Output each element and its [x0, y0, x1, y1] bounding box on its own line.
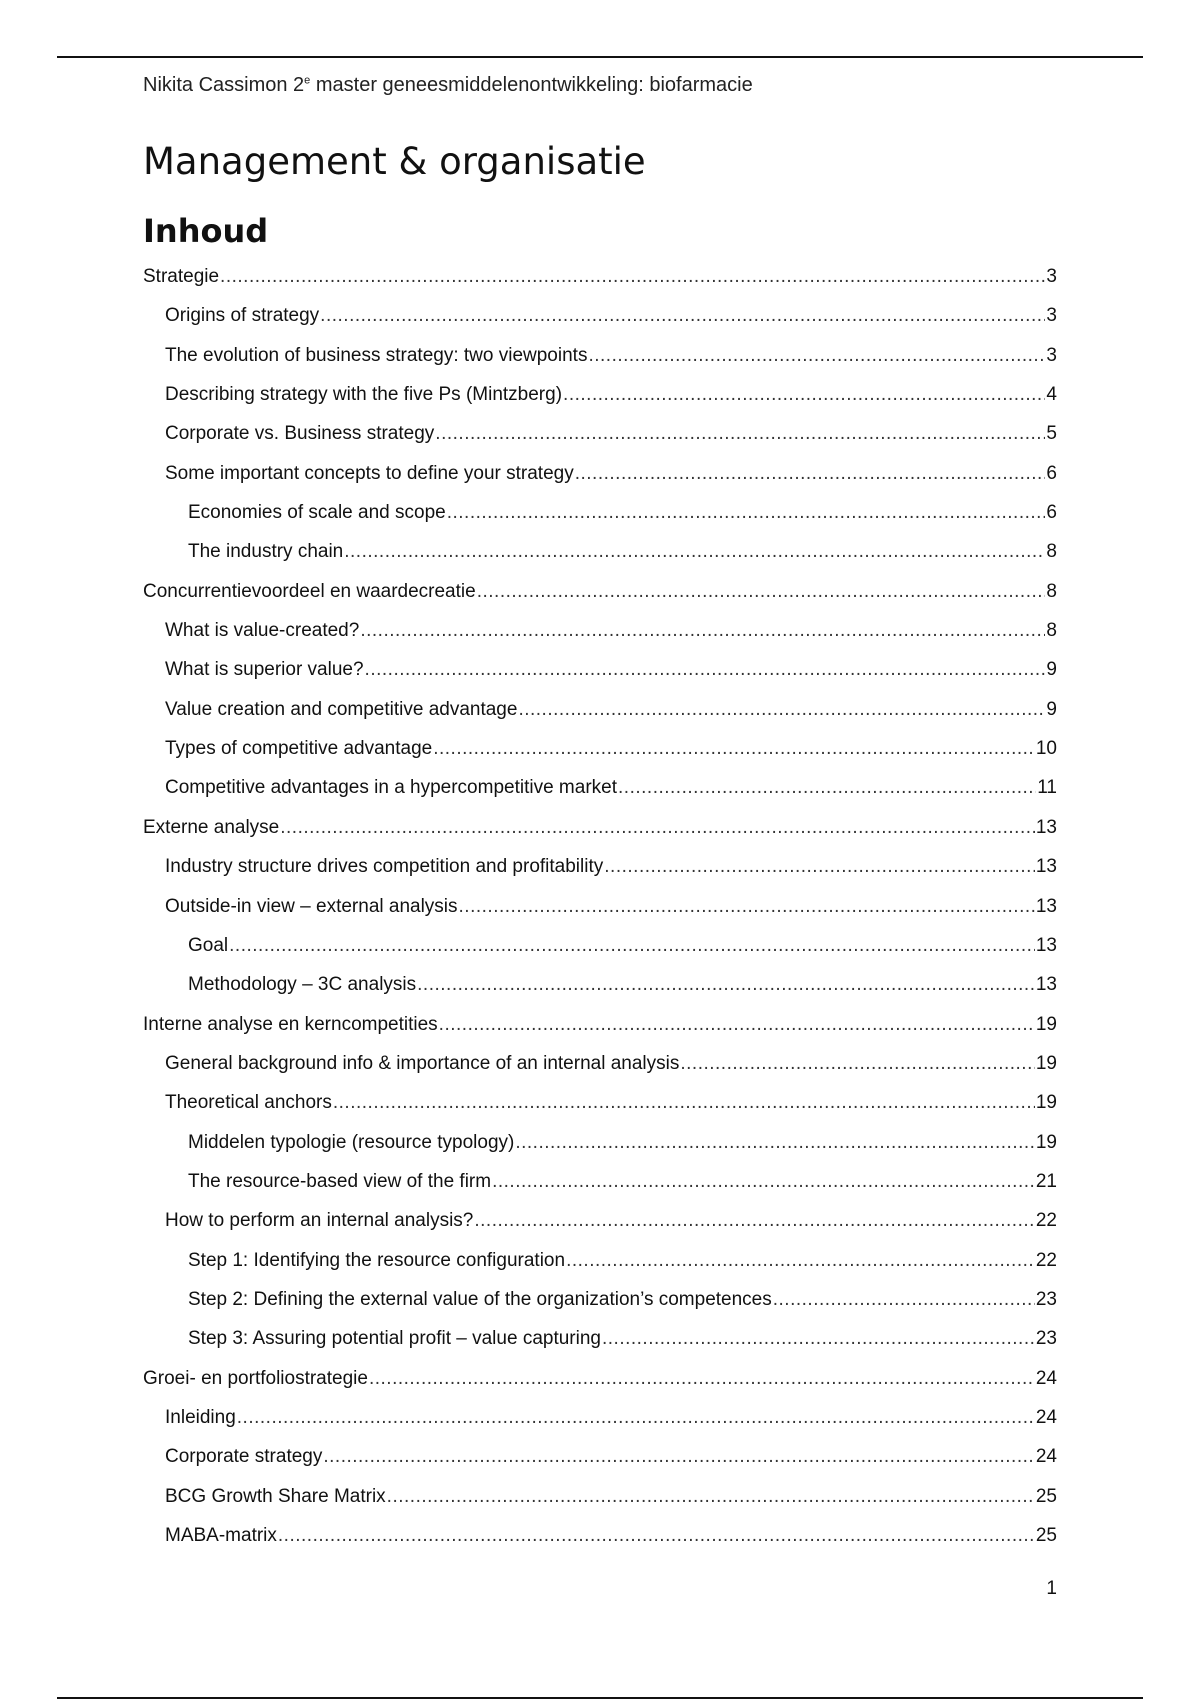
toc-entry-title: The industry chain — [188, 541, 344, 563]
header-superscript: e — [304, 74, 311, 87]
toc-dot-leader — [344, 541, 1045, 563]
table-of-contents — [143, 266, 1057, 1564]
toc-entry-page: 9 — [1046, 659, 1057, 681]
toc-entry-page: 22 — [1035, 1210, 1057, 1232]
toc-dot-leader — [602, 1328, 1035, 1350]
toc-entry[interactable] — [143, 1407, 1057, 1446]
toc-dot-leader — [575, 463, 1046, 485]
toc-entry[interactable] — [143, 935, 1057, 974]
toc-entry[interactable] — [143, 856, 1057, 895]
toc-entry-title: Origins of strategy — [165, 305, 320, 327]
toc-entry-page: 11 — [1037, 777, 1057, 799]
toc-entry-page: 10 — [1035, 738, 1057, 760]
toc-entry-title: Outside-in view – external analysis — [165, 895, 458, 917]
toc-entry[interactable] — [143, 266, 1057, 305]
toc-dot-leader — [435, 423, 1045, 445]
toc-dot-leader — [433, 738, 1035, 760]
toc-entry-title: Interne analyse en kerncompetities — [143, 1013, 438, 1035]
toc-dot-leader — [563, 384, 1045, 406]
toc-dot-leader — [604, 856, 1035, 878]
toc-entry[interactable] — [143, 1053, 1057, 1092]
toc-entry-page: 13 — [1035, 816, 1057, 838]
toc-entry[interactable] — [143, 738, 1057, 777]
toc-entry-title: Theoretical anchors — [165, 1092, 332, 1114]
toc-dot-leader — [618, 777, 1036, 799]
toc-entry-title: Groei- en portfoliostrategie — [143, 1367, 368, 1389]
toc-dot-leader — [439, 1014, 1035, 1036]
toc-entry-page: 13 — [1035, 934, 1057, 956]
toc-entry-title: The resource-based view of the firm — [188, 1170, 492, 1192]
toc-entry-page: 4 — [1046, 384, 1057, 406]
page-header — [143, 74, 753, 97]
toc-dot-leader — [515, 1132, 1035, 1154]
toc-entry[interactable] — [143, 463, 1057, 502]
toc-dot-leader — [369, 1368, 1035, 1390]
toc-dot-leader — [278, 1525, 1035, 1547]
toc-entry[interactable] — [143, 384, 1057, 423]
toc-entry-title: MABA-matrix — [165, 1525, 277, 1546]
toc-entry-title: Economies of scale and scope — [188, 502, 446, 524]
header-author: Nikita Cassimon 2 — [143, 74, 305, 96]
toc-entry-page: 13 — [1035, 856, 1057, 878]
toc-dot-leader — [237, 1407, 1035, 1429]
toc-entry-title: Externe analyse — [143, 816, 280, 838]
toc-dot-leader — [365, 659, 1046, 681]
toc-entry[interactable] — [143, 1132, 1057, 1171]
toc-entry[interactable] — [143, 1092, 1057, 1131]
toc-entry-title: Types of competitive advantage — [165, 738, 433, 760]
toc-entry-page: 3 — [1046, 344, 1057, 366]
toc-entry-title: Goal — [188, 934, 229, 956]
toc-entry-title: Corporate strategy — [165, 1446, 323, 1468]
toc-entry-page: 23 — [1035, 1288, 1057, 1310]
toc-dot-leader — [680, 1053, 1035, 1075]
toc-entry-page: 19 — [1035, 1131, 1057, 1153]
toc-entry[interactable] — [143, 423, 1057, 462]
toc-entry-title: BCG Growth Share Matrix — [165, 1485, 386, 1507]
toc-dot-leader — [447, 502, 1046, 524]
toc-entry-page: 6 — [1046, 502, 1057, 524]
toc-entry-title: Middelen typologie (resource typology) — [188, 1131, 515, 1153]
toc-entry-title: What is value-created? — [165, 620, 360, 642]
toc-entry-page: 24 — [1035, 1446, 1057, 1468]
toc-entry[interactable] — [143, 1328, 1057, 1367]
toc-dot-leader — [320, 305, 1045, 327]
toc-entry[interactable] — [143, 1525, 1057, 1564]
toc-entry-title: How to perform an internal analysis? — [165, 1210, 474, 1232]
toc-entry-page: 13 — [1035, 974, 1057, 996]
toc-entry[interactable] — [143, 1250, 1057, 1289]
toc-entry-page: 21 — [1035, 1170, 1057, 1192]
toc-dot-leader — [333, 1092, 1035, 1114]
toc-entry-title: Step 1: Identifying the resource configuration — [188, 1249, 566, 1271]
footer-rule — [57, 1697, 1143, 1699]
toc-heading: Inhoud — [143, 212, 269, 250]
toc-dot-leader — [323, 1446, 1035, 1468]
toc-entry[interactable] — [143, 1446, 1057, 1485]
toc-entry-page: 3 — [1046, 305, 1057, 327]
toc-entry-page: 8 — [1046, 620, 1057, 642]
toc-entry[interactable] — [143, 777, 1057, 816]
toc-dot-leader — [518, 699, 1045, 721]
toc-dot-leader — [220, 266, 1045, 288]
toc-entry-page: 19 — [1035, 1092, 1057, 1114]
toc-entry[interactable] — [143, 896, 1057, 935]
toc-entry-page: 25 — [1035, 1485, 1057, 1507]
toc-dot-leader — [477, 581, 1046, 603]
toc-entry-page: 13 — [1035, 895, 1057, 917]
toc-entry-title: Strategie — [143, 266, 220, 287]
header-rule — [57, 56, 1143, 58]
page-number: 1 — [1046, 1578, 1057, 1599]
toc-entry-title: Step 3: Assuring potential profit – value capturing — [188, 1328, 601, 1350]
toc-entry-title: Industry structure drives competition and profitability — [165, 856, 604, 878]
toc-entry-title: What is superior value? — [165, 659, 364, 681]
toc-entry-title: The evolution of business strategy: two viewpoints — [165, 344, 588, 366]
toc-dot-leader — [474, 1210, 1034, 1232]
toc-dot-leader — [229, 935, 1035, 957]
toc-entry-page: 9 — [1046, 698, 1057, 720]
toc-entry[interactable] — [143, 305, 1057, 344]
toc-entry-title: Describing strategy with the five Ps (Mintzberg) — [165, 384, 563, 406]
toc-entry-title: Some important concepts to define your strategy — [165, 462, 574, 484]
toc-entry-page: 6 — [1046, 462, 1057, 484]
toc-entry[interactable] — [143, 699, 1057, 738]
toc-entry-page: 19 — [1035, 1013, 1057, 1035]
toc-entry[interactable] — [143, 620, 1057, 659]
toc-entry-page: 24 — [1035, 1367, 1057, 1389]
toc-entry[interactable] — [143, 817, 1057, 856]
toc-dot-leader — [492, 1171, 1035, 1193]
toc-entry-title: Inleiding — [165, 1406, 236, 1428]
toc-entry[interactable] — [143, 974, 1057, 1013]
toc-entry-page: 3 — [1046, 266, 1057, 287]
toc-dot-leader — [360, 620, 1045, 642]
toc-entry[interactable] — [143, 502, 1057, 541]
toc-entry-title: Corporate vs. Business strategy — [165, 423, 435, 445]
toc-entry[interactable] — [143, 1210, 1057, 1249]
toc-entry-title: Concurrentievoordeel en waardecreatie — [143, 580, 476, 602]
toc-dot-leader — [417, 974, 1035, 996]
toc-entry[interactable] — [143, 541, 1057, 580]
toc-entry[interactable] — [143, 345, 1057, 384]
toc-entry[interactable] — [143, 1368, 1057, 1407]
toc-dot-leader — [773, 1289, 1035, 1311]
toc-entry[interactable] — [143, 1486, 1057, 1525]
toc-entry-page: 8 — [1046, 580, 1057, 602]
toc-entry[interactable] — [143, 1014, 1057, 1053]
toc-dot-leader — [566, 1250, 1035, 1272]
toc-entry[interactable] — [143, 581, 1057, 620]
toc-entry-page: 5 — [1046, 423, 1057, 445]
toc-dot-leader — [280, 817, 1035, 839]
toc-entry-page: 22 — [1035, 1249, 1057, 1271]
toc-entry-title: General background info & importance of an internal analysis — [165, 1052, 680, 1074]
toc-dot-leader — [387, 1486, 1035, 1508]
document-title: Management & organisatie — [143, 140, 646, 183]
toc-dot-leader — [588, 345, 1045, 367]
toc-entry-title: Step 2: Defining the external value of the organization’s competences — [188, 1288, 772, 1310]
toc-entry-page: 19 — [1035, 1052, 1057, 1074]
toc-entry-title: Value creation and competitive advantage — [165, 698, 518, 720]
toc-entry-page: 25 — [1035, 1525, 1057, 1546]
toc-entry[interactable] — [143, 659, 1057, 698]
toc-entry-page: 23 — [1035, 1328, 1057, 1350]
toc-entry-title: Methodology – 3C analysis — [188, 974, 417, 996]
toc-entry[interactable] — [143, 1289, 1057, 1328]
toc-entry-page: 8 — [1046, 541, 1057, 563]
toc-entry-title: Competitive advantages in a hypercompetitive market — [165, 777, 618, 799]
toc-entry-page: 24 — [1035, 1406, 1057, 1428]
toc-entry[interactable] — [143, 1171, 1057, 1210]
header-course: master geneesmiddelenontwikkeling: biofarmacie — [310, 74, 753, 96]
toc-dot-leader — [459, 896, 1035, 918]
